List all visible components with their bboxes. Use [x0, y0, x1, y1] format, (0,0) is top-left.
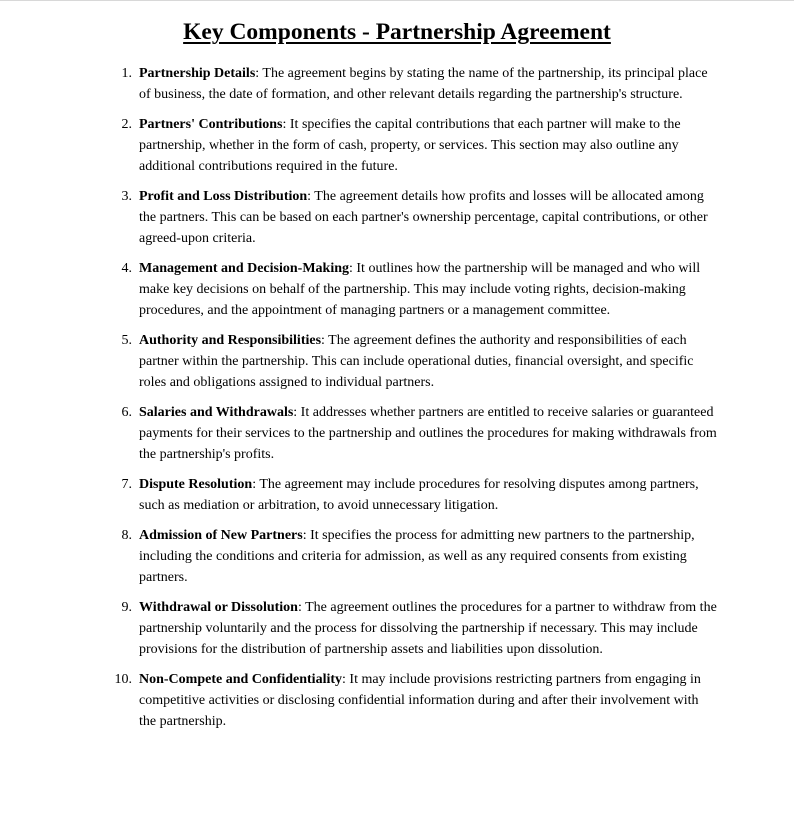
item-description: : It specifies the process for admitting new partners to the partnership, including the conditions and criteria for admission, as well as any required consents from existing partners.: [139, 528, 695, 585]
list-item-authority: [0, 330, 717, 393]
item-description: : It outlines how the partnership will be managed and who will make key decisions on behalf of the partnership. This may include voting rights, decision-making procedures, and the appointment of managing partners or a management committee.: [139, 261, 701, 318]
list-item-withdrawal: [0, 597, 717, 660]
item-term: Profit and Loss Distribution: [139, 189, 308, 204]
list-item-management: [0, 258, 717, 321]
item-term: Partnership Details: [139, 66, 256, 81]
item-number: 10.: [114, 672, 132, 687]
item-term: Salaries and Withdrawals: [139, 405, 294, 420]
item-description: : The agreement may include procedures for resolving disputes among partners, such as mediation or arbitration, to avoid unnecessary litigation.: [139, 477, 699, 513]
item-description: : The agreement begins by stating the name of the partnership, its principal place of business, the date of formation, and other relevant details regarding the partnership's structure.: [139, 66, 708, 102]
item-term: Authority and Responsibilities: [139, 333, 322, 348]
item-number: 1.: [121, 66, 132, 81]
item-number: 9.: [121, 600, 132, 615]
item-number: 8.: [121, 528, 132, 543]
item-number: 7.: [121, 477, 132, 492]
item-description: : It may include provisions restricting partners from engaging in competitive activities or disclosing confidential information during and after their involvement with the partnership.: [139, 672, 701, 729]
item-term: Dispute Resolution: [139, 477, 253, 492]
item-term: Withdrawal or Dissolution: [139, 600, 298, 615]
list-item-salaries: [0, 402, 717, 465]
item-description: : It specifies the capital contributions that each partner will make to the partnership, whether in the form of cash, property, or services. This section may also outline any additional contributions required in the future.: [139, 117, 681, 174]
list-item-non-compete: [0, 669, 717, 732]
item-number: 2.: [121, 117, 132, 132]
item-term: Partners' Contributions: [139, 117, 283, 132]
item-number: 6.: [121, 405, 132, 420]
item-description: : The agreement defines the authority and responsibilities of each partner within the partnership. This can include operational duties, financial oversight, and specific roles and obligations assigned to individual partners.: [139, 333, 694, 390]
list-item-dispute-resolution: [0, 474, 717, 516]
components-list: [0, 63, 717, 741]
item-term: Admission of New Partners: [139, 528, 303, 543]
item-number: 5.: [121, 333, 132, 348]
item-term: Non-Compete and Confidentiality: [139, 672, 343, 687]
list-item-admission: [0, 525, 717, 588]
item-term: Management and Decision-Making: [139, 261, 349, 276]
list-item-partnership-details: [0, 63, 717, 105]
item-description: : The agreement details how profits and losses will be allocated among the partners. This can be based on each partner's ownership percentage, capital contributions, or other agreed-upon criteria.: [139, 189, 708, 246]
list-item-partners-contributions: [0, 114, 717, 177]
list-item-profit-and-loss: [0, 186, 717, 249]
item-number: 3.: [121, 189, 132, 204]
page-title: Key Components - Partnership Agreement: [183, 19, 611, 45]
item-number: 4.: [121, 261, 132, 276]
item-description: : It addresses whether partners are entitled to receive salaries or guaranteed payments for their services to the partnership and outlines the procedures for making withdrawals from the partnership's profits.: [139, 405, 717, 462]
item-description: : The agreement outlines the procedures for a partner to withdraw from the partnership voluntarily and the process for dissolving the partnership if necessary. This may include provisions for the distribution of partnership assets and liabilities upon dissolution.: [139, 600, 717, 657]
